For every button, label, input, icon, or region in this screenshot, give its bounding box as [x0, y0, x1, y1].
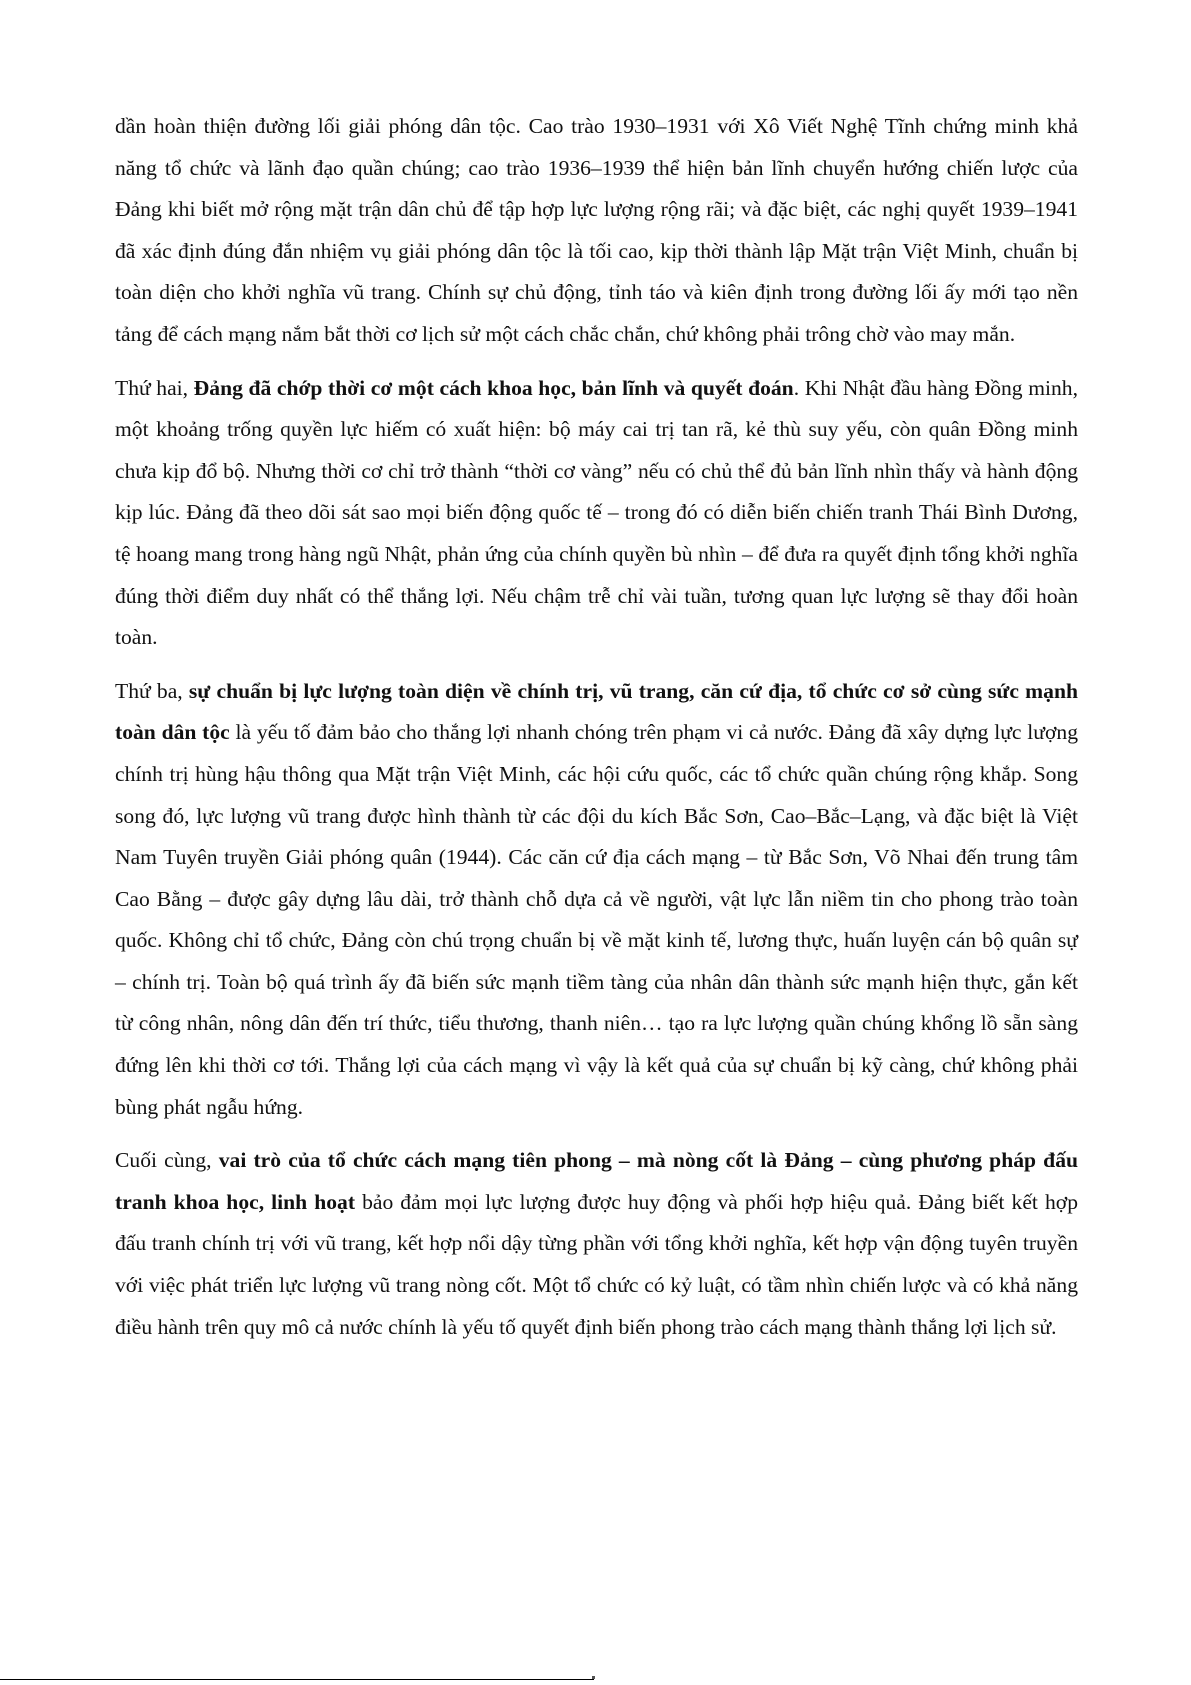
- paragraph-third-point: [115, 671, 1078, 1129]
- paragraph-final-point: [115, 1140, 1078, 1348]
- paragraph-emphasis: vai trò của tổ chức cách mạng tiên phong – mà nòng cốt là Đảng – cùng phương pháp đấu tranh khoa học, linh hoạt: [115, 1148, 1078, 1214]
- paragraph-text: là yếu tố đảm bảo cho thắng lợi nhanh chóng trên phạm vi cả nước. Đảng đã xây dựng lực lượng chính trị hùng hậu thông qua Mặt trận Việt Minh, các hội cứu quốc, các tổ chức quần chúng rộng khắp. Song song đó, lực lượng vũ trang được hình thành từ các đội du kích Bắc Sơn, Cao–Bắc–Lạng, và đặc biệt là Việt Nam Tuyên truyền Giải phóng quân (1944). Các căn cứ địa cách mạng – từ Bắc Sơn, Võ Nhai đến trung tâm Cao Bằng – được gây dựng lâu dài, trở thành chỗ dựa cả về người, vật lực lẫn niềm tin cho phong trào toàn quốc. Không chỉ tổ chức, Đảng còn chú trọng chuẩn bị về mặt kinh tế, lương thực, huấn luyện cán bộ quân sự – chính trị. Toàn bộ quá trình ấy đã biến sức mạnh tiềm tàng của nhân dân thành sức mạnh hiện thực, gắn kết từ công nhân, nông dân đến trí thức, tiểu thương, thanh niên… tạo ra lực lượng quần chúng khổng lồ sẵn sàng đứng lên khi thời cơ tới. Thắng lợi của cách mạng vì vậy là kết quả của sự chuẩn bị kỹ càng, chứ không phải bùng phát ngẫu hứng.: [115, 720, 1078, 1119]
- paragraph-second-point: [115, 368, 1078, 659]
- footer-mark: [592, 1676, 595, 1679]
- paragraph-text: . Khi Nhật đầu hàng Đồng minh, một khoảng trống quyền lực hiếm có xuất hiện: bộ máy cai trị tan rã, kẻ thù suy yếu, còn quân Đồng minh chưa kịp đổ bộ. Nhưng thời cơ chỉ trở thành “thời cơ vàng” nếu có chủ thể đủ bản lĩnh nhìn thấy và hành động kịp lúc. Đảng đã theo dõi sát sao mọi biến động quốc tế – trong đó có diễn biến chiến tranh Thái Bình Dương, tệ hoang mang trong hàng ngũ Nhật, phản ứng của chính quyền bù nhìn – để đưa ra quyết định tổng khởi nghĩa đúng thời điểm duy nhất có thể thắng lợi. Nếu chậm trễ chỉ vài tuần, tương quan lực lượng sẽ thay đổi hoàn toàn.: [115, 375, 1078, 650]
- paragraph-continuation: [115, 106, 1078, 356]
- paragraph-intro: Cuối cùng,: [115, 1148, 219, 1173]
- paragraph-intro: Thứ hai,: [115, 375, 194, 400]
- paragraph-text: bảo đảm mọi lực lượng được huy động và phối hợp hiệu quả. Đảng biết kết hợp đấu tranh chính trị với vũ trang, kết hợp nổi dậy từng phần với tổng khởi nghĩa, kết hợp vận động tuyên truyền với việc phát triển lực lượng vũ trang nòng cốt. Một tổ chức có kỷ luật, có tầm nhìn chiến lược và có khả năng điều hành trên quy mô cả nước chính là yếu tố quyết định biến phong trào cách mạng thành thắng lợi lịch sử.: [115, 1189, 1078, 1339]
- document-body: [115, 106, 1078, 1360]
- footer-divider: [0, 1679, 594, 1680]
- paragraph-text: dần hoàn thiện đường lối giải phóng dân tộc. Cao trào 1930–1931 với Xô Viết Nghệ Tĩnh chứng minh khả năng tổ chức và lãnh đạo quần chúng; cao trào 1936–1939 thể hiện bản lĩnh chuyển hướng chiến lược của Đảng khi biết mở rộng mặt trận dân chủ để tập hợp lực lượng rộng rãi; và đặc biệt, các nghị quyết 1939–1941 đã xác định đúng đắn nhiệm vụ giải phóng dân tộc là tối cao, kịp thời thành lập Mặt trận Việt Minh, chuẩn bị toàn diện cho khởi nghĩa vũ trang. Chính sự chủ động, tỉnh táo và kiên định trong đường lối ấy mới tạo nền tảng để cách mạng nắm bắt thời cơ lịch sử một cách chắc chắn, chứ không phải trông chờ vào may mắn.: [115, 114, 1078, 346]
- paragraph-emphasis: sự chuẩn bị lực lượng toàn diện về chính trị, vũ trang, căn cứ địa, tổ chức cơ sở cùng sức mạnh toàn dân tộc: [115, 678, 1078, 745]
- paragraph-intro: Thứ ba,: [115, 678, 189, 703]
- paragraph-emphasis: Đảng đã chớp thời cơ một cách khoa học, bản lĩnh và quyết đoán: [193, 375, 794, 400]
